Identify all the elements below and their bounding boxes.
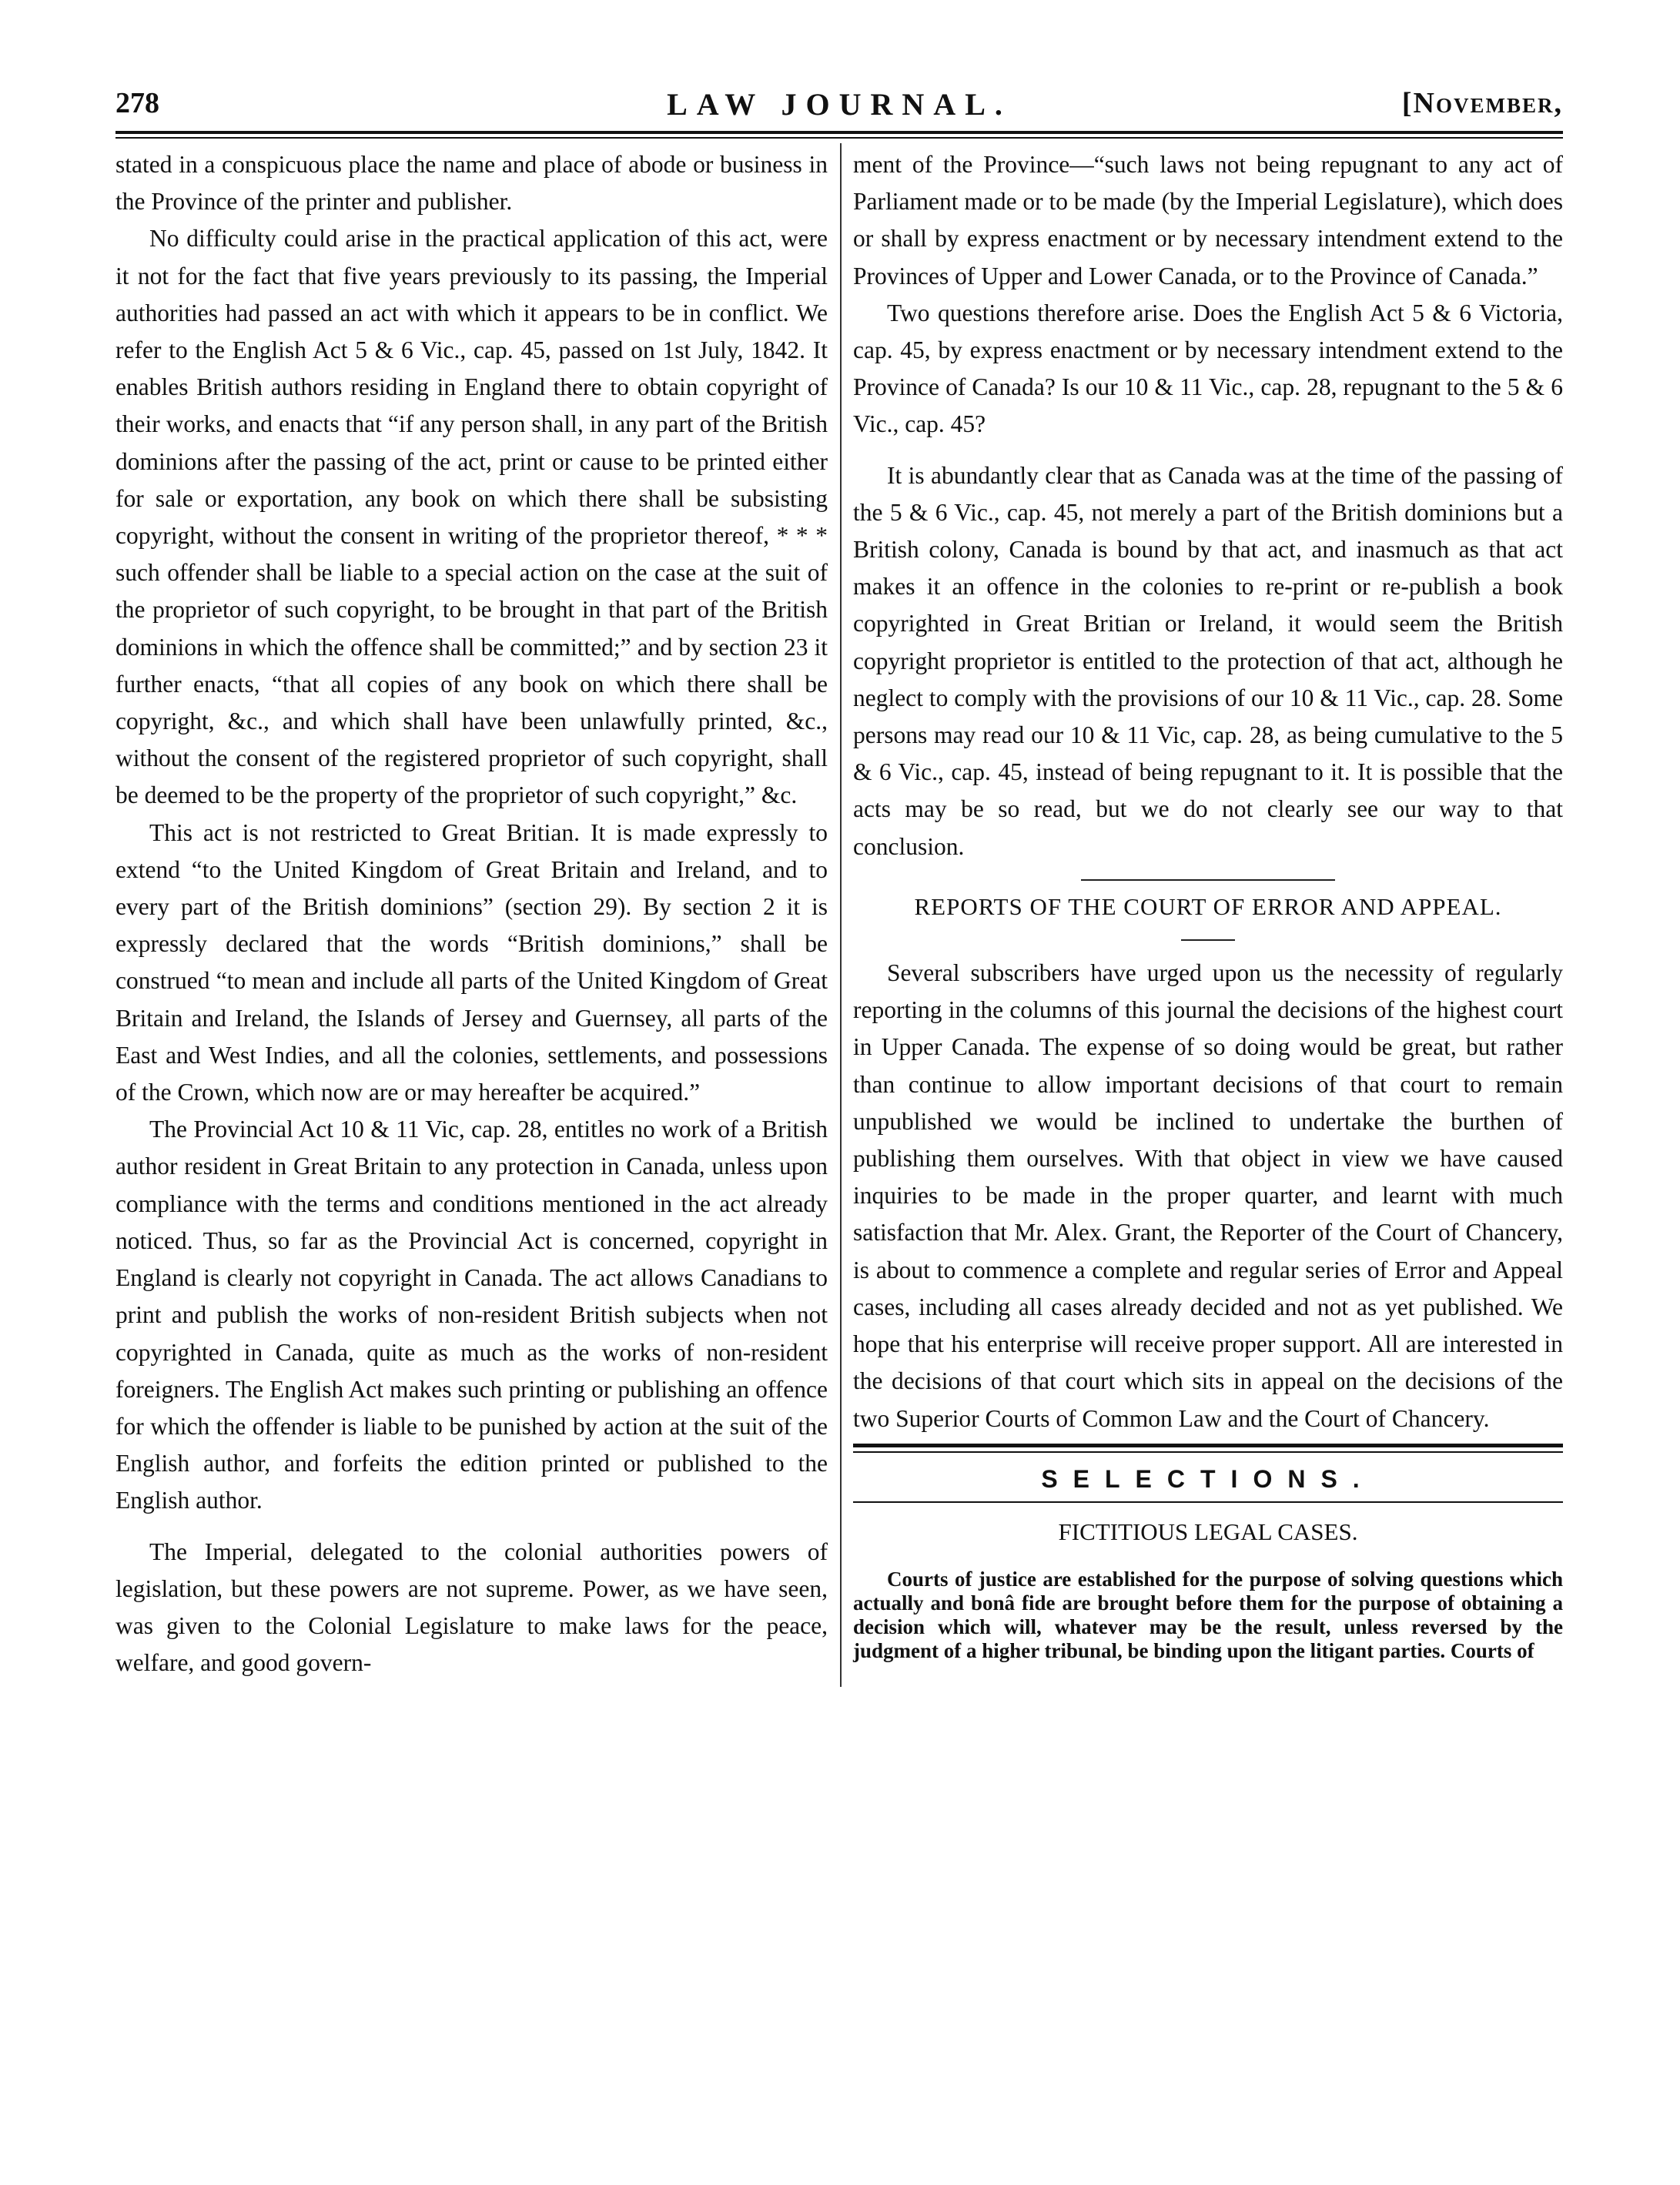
header-rule-thin <box>115 137 1563 139</box>
right-paragraph-2: Two questions therefore arise. Does the English Act 5 & 6 Victoria, cap. 45, by express enactment or by necessary intendment extend to the Province of Canada? Is our 10 & 11 Vic., cap. 28, repugnant to the 5 & 6 Vic., cap. 45? <box>853 299 1563 438</box>
section-title: REPORTS OF THE COURT OF ERROR AND APPEAL. <box>914 892 1502 920</box>
page-header <box>115 86 1563 129</box>
right-paragraph-4: Several subscribers have urged upon us the necessity of regularly reporting in the columns of this journal the decisions of the highest court in Upper Canada. The expense of so doing would be great, but rather than continue to allow important decisions of that court to remain unpublished we would be inclined to undertake the burthen of publishing them ourselves. With that object in view we have caused inquiries to be made in the proper quarter, and learnt with much satisfaction that Mr. Alex. Grant, the Reporter of the Court of Chancery, is about to commence a complete and regular series of Error and Appeal cases, including all cases already decided and not as yet published. We hope that his enterprise will receive proper support. All are interested in the decisions of that court which sits in appeal on the decisions of the two Superior Courts of Common Law and the Court of Chancery. <box>853 959 1563 1432</box>
article-title: FICTITIOUS LEGAL CASES. <box>1058 1517 1358 1545</box>
selections-rule-thick <box>853 1444 1563 1447</box>
left-column <box>115 146 828 1681</box>
column-divider <box>840 143 842 1687</box>
right-paragraph-3: It is abundantly clear that as Canada was at the time of the passing of the 5 & 6 Vic., cap. 45, not merely a part of the British dominions but a British colony, Canada is bound by that act, and inasmuch as that act makes it an offence in the colonies to re-print or re-publish a book copyrighted in Great Britian or Ireland, it would seem the British copyright proprietor is entitled to the protection of that act, although he neglect to comply with the provisions of our 10 & 11 Vic., cap. 28. Some persons may read our 10 & 11 Vic, cap. 28, as being cumulative to the 5 & 6 Vic., cap. 45, instead of being repugnant to it. It is possible that the acts may be so read, but we do not clearly see our way to that conclusion. <box>853 461 1563 860</box>
selections-rule-thin <box>853 1451 1563 1453</box>
journal-title: LAW JOURNAL. <box>667 87 1012 122</box>
paragraph-gap <box>853 443 1563 457</box>
left-paragraph-4: The Provincial Act 10 & 11 Vic, cap. 28, entitles no work of a British author resident in Great Britain to any protection in Canada, unless upon compliance with the terms and conditions mentioned in the act already noticed. Thus, so far as the Provincial Act is concerned, copyright in England is clearly not copyright in Canada. The act allows Canadians to print and publish the works of non-resident British subjects when not copyrighted in Canada, quite as much as the works of non-resident foreigners. The English Act makes such printing or publishing an offence for which the offender is liable to be punished by action at the suit of the English author, and forfeits the edition printed or published to the English author. <box>115 1116 828 1514</box>
left-paragraph-5: The Imperial, delegated to the colonial authorities powers of legislation, but these powers are not supreme. Power, as we have seen, was given to the Colonial Legislature to make laws for the peace, welfare, and good govern- <box>115 1538 828 1677</box>
paragraph-gap <box>853 941 1563 955</box>
page-number: 278 <box>115 87 159 119</box>
left-paragraph-3: This act is not restricted to Great Britian. It is made expressly to extend “to the United Kingdom of Great Britain and Ireland, and to every part of the British dominions” (section 29). By section 2 it is expressly declared that the words “British dominions,” shall be construed “to mean and include all parts of the United Kingdom of Great Britain and Ireland, the Islands of Jersey and Guernsey, all parts of the East and West Indies, and all the colonies, settlements, and possessions of the Crown, which now are or may hereafter be acquired.” <box>115 818 828 1106</box>
paragraph-gap <box>853 865 1563 879</box>
selections-heading: SELECTIONS. <box>1041 1464 1375 1493</box>
paragraph-gap <box>115 1520 828 1534</box>
header-rule <box>115 131 1563 134</box>
left-paragraph-2: No difficulty could arise in the practical application of this act, were it not for the fact that five years previously to its passing, the Imperial authorities had passed an act with which it appears to be in conflict. We refer to the English Act 5 & 6 Vic., cap. 45, passed on 1st July, 1842. It enables British authors residing in England there to obtain copyright of their works, and enacts that “if any person shall, in any part of the British dominions after the passing of the act, print or cause to be printed either for sale or exportation, any book on which there shall be subsisting copyright, without the consent in writing of the proprietor thereof, * * * such offender shall be liable to a special action on the case at the suit of the proprietor of such copyright, to be brought in that part of the British dominions in which the offence shall be committed;” and by section 23 it further enacts, “that all copies of any book on which there shall be copyright, &c., and which shall have been unlawfully printed, &c., without the consent of the registered proprietor of such copyright, shall be deemed to be the property of the proprietor of such copyright,” &c. <box>115 225 828 809</box>
header-month: [November, <box>1401 87 1563 119</box>
right-column <box>853 146 1563 1663</box>
right-paragraph-5: Courts of justice are established for the purpose of solving questions which actually and bonâ fide are brought before them for the purpose of obtaining a decision which will, whatever may be the result, unless reversed by the judgment of a higher tribunal, be binding upon the litigant parties. Courts of <box>853 1568 1563 1663</box>
section-rule <box>1081 879 1335 881</box>
right-paragraph-1: ment of the Province—“such laws not being repugnant to any act of Parliament made or to be made (by the Imperial Legislature), which does or shall by express enactment or by necessary intendment extend to the Provinces of Upper and Lower Canada, or to the Province of Canada.” <box>853 151 1563 289</box>
left-paragraph-1: stated in a conspicuous place the name and place of abode or business in the Province of the printer and publisher. <box>115 151 828 216</box>
selections-rule-bottom <box>853 1501 1563 1503</box>
